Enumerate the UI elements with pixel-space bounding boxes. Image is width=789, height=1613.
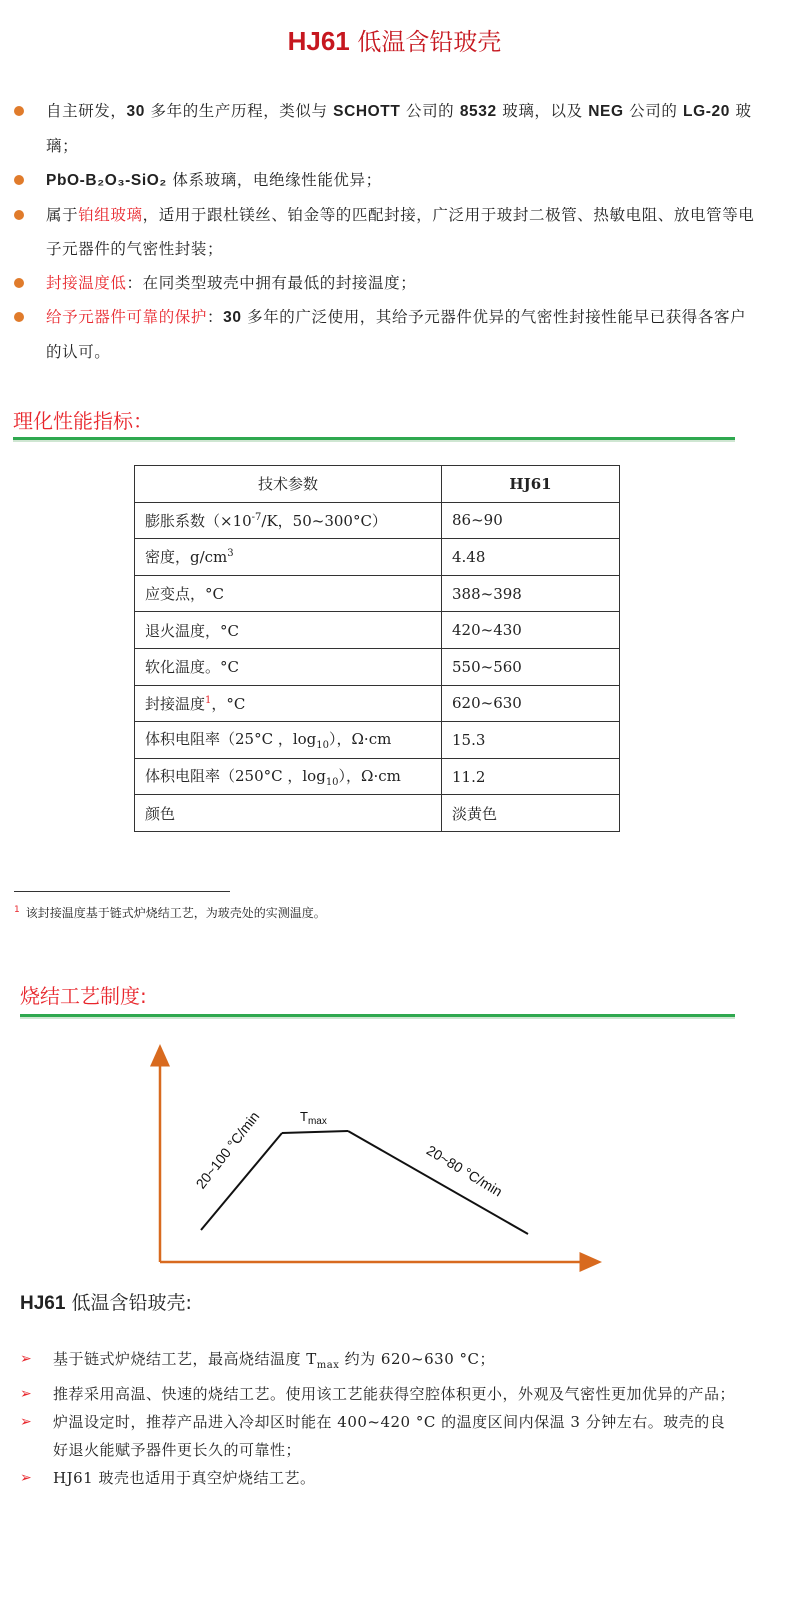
param-p1: 体积电阻率（250°C ，log <box>145 767 326 786</box>
cooling-rate-label: 20~80 °C/min <box>423 1141 506 1200</box>
param-sup: -7 <box>251 511 262 523</box>
feature-text: ：在同类型玻壳中拥有最低的封接温度； <box>126 274 417 292</box>
process-notes <box>20 1345 740 1492</box>
bullet-dot-icon <box>14 278 24 288</box>
feature-text: 30 <box>126 103 145 120</box>
highlight-text: 给予元器件可靠的保护 <box>46 308 208 326</box>
sintering-profile-chart <box>140 1040 620 1280</box>
footnote-text: 该封接温度基于链式炉烧结工艺，为玻壳处的实测温度。 <box>25 906 326 920</box>
arrow-bullet-icon: ➢ <box>20 1470 33 1486</box>
feature-item <box>14 300 760 369</box>
feature-text: 玻璃； <box>46 102 752 155</box>
feature-list <box>14 94 760 369</box>
section-title-properties: 理化性能指标： <box>13 409 153 433</box>
value-cell: 550~560 <box>442 648 620 685</box>
param-cell <box>135 758 442 795</box>
value-cell: 388~398 <box>442 575 620 612</box>
table-row <box>135 575 620 612</box>
arrow-bullet-icon: ➢ <box>20 1351 33 1367</box>
tmax-label: $T_{max}$ <box>300 1109 327 1127</box>
section-divider <box>13 437 735 440</box>
feature-text: 多年的广泛使用，其给予元器件优异的气密性封接性能早已获得各客户的认可。 <box>46 308 747 361</box>
heating-rate-label: 20~100 °C/min <box>192 1108 263 1192</box>
feature-text: 自主研发， <box>46 102 127 120</box>
param-p1: 膨胀系数（×10 <box>145 511 252 530</box>
param-cell <box>135 575 442 612</box>
param-sub: 10 <box>316 740 329 752</box>
param-cell <box>135 648 442 685</box>
section-title-sintering: 烧结工艺制度: <box>20 984 147 1008</box>
param-p1: 体积电阻率（25°C ，log <box>145 730 317 749</box>
arrow-bullet-icon: ➢ <box>20 1414 33 1430</box>
feature-item <box>14 198 760 266</box>
feature-text: NEG <box>588 103 624 120</box>
note-item <box>20 1345 740 1380</box>
note-item <box>20 1380 740 1408</box>
bullet-dot-icon <box>14 106 24 116</box>
table-row <box>135 685 620 722</box>
feature-text: 公司的 <box>623 102 684 120</box>
bullet-dot-icon <box>14 210 24 220</box>
param-p2: /K，50~300°C） <box>261 511 387 530</box>
highlight-text: 封接温度低 <box>46 274 127 292</box>
feature-text: SCHOTT <box>333 103 401 120</box>
note-item <box>20 1464 740 1492</box>
param-p1: 封接温度 <box>145 694 206 713</box>
param-cell <box>135 612 442 649</box>
page-title <box>0 22 789 57</box>
feature-item <box>14 94 760 163</box>
note-text: 推荐采用高温、快速的烧结工艺。使用该工艺能获得空腔体积更小，外观及气密性更加优异的产品； <box>53 1385 736 1403</box>
table-row <box>135 648 620 685</box>
subtitle-text: 低温含铅玻壳: <box>65 1292 192 1314</box>
title-text: 低温含铅玻壳 <box>357 28 502 56</box>
value-cell: 620~630 <box>442 685 620 722</box>
table-header-row <box>135 466 620 503</box>
param-p2: ，°C <box>211 694 246 713</box>
feature-text: 多年的生产历程，类似与 <box>144 102 334 120</box>
param-p1: 密度，g/cm <box>145 548 228 567</box>
table-row <box>135 758 620 795</box>
param-p1: 退火温度，°C <box>145 621 239 640</box>
hold-segment <box>282 1131 348 1133</box>
param-p3: ），Ω·cm <box>329 730 392 749</box>
note-text: HJ61 玻壳也适用于真空炉烧结工艺。 <box>53 1469 316 1487</box>
section-divider <box>20 1014 735 1017</box>
value-cell: 420~430 <box>442 612 620 649</box>
note-text: 基于链式炉烧结工艺，最高烧结温度 T <box>53 1350 317 1368</box>
feature-text: 体系玻璃，电绝缘性能优异； <box>166 171 382 189</box>
value-cell: 86~90 <box>442 502 620 539</box>
param-p3: ），Ω·cm <box>338 767 401 786</box>
feature-item <box>14 266 760 300</box>
product-subtitle <box>20 1288 192 1315</box>
feature-text: 玻璃，以及 <box>496 102 589 120</box>
note-text: 炉温设定时，推荐产品进入冷却区时能在 400~420 °C 的温度区间内保温 3 分钟左右。玻壳的良好退火能赋予器件更长久的可靠性； <box>53 1413 726 1459</box>
highlight-text: 铂组玻璃 <box>78 206 143 224</box>
spec-table <box>134 465 620 832</box>
param-cell <box>135 795 442 832</box>
param-cell <box>135 722 442 759</box>
note-text-tail: 约为 620~630 °C； <box>339 1350 495 1368</box>
param-sup: 3 <box>227 548 234 560</box>
param-cell <box>135 502 442 539</box>
param-p1: 应变点，°C <box>145 585 224 604</box>
note-item <box>20 1408 740 1464</box>
feature-text: ： <box>207 308 224 326</box>
param-cell <box>135 685 442 722</box>
arrow-bullet-icon: ➢ <box>20 1386 33 1402</box>
header-param: 技术参数 <box>135 466 442 503</box>
feature-text: 公司的 <box>400 102 460 120</box>
footnote-mark: 1 <box>14 905 20 915</box>
value-cell: 11.2 <box>442 758 620 795</box>
value-cell: 4.48 <box>442 539 620 576</box>
table-row <box>135 539 620 576</box>
feature-text: ，适用于跟杜镁丝、铂金等的匹配封接，广泛用于玻封二极管、热敏电阻、放电管等电子元器件的气密性封装； <box>46 206 755 258</box>
bullet-dot-icon <box>14 175 24 185</box>
value-cell: 15.3 <box>442 722 620 759</box>
feature-text: LG-20 <box>683 103 730 120</box>
param-cell <box>135 539 442 576</box>
feature-text: 8532 <box>459 103 497 120</box>
feature-text: 30 <box>223 309 242 326</box>
param-sup: 1 <box>205 694 212 706</box>
footnote-divider <box>14 891 230 892</box>
title-model: HJ61 <box>287 26 350 56</box>
table-row <box>135 502 620 539</box>
table-row <box>135 795 620 832</box>
param-p1: 颜色 <box>145 804 176 823</box>
heating-segment <box>201 1133 282 1230</box>
bullet-dot-icon <box>14 312 24 322</box>
table-row <box>135 612 620 649</box>
feature-item <box>14 163 760 198</box>
table-row <box>135 722 620 759</box>
subtitle-model: HJ61 <box>20 1293 66 1314</box>
feature-text: 属于 <box>46 206 79 224</box>
value-cell: 淡黄色 <box>442 795 620 832</box>
param-p1: 软化温度。°C <box>145 658 239 677</box>
param-sub: 10 <box>325 777 339 789</box>
note-subscript: max <box>316 1360 340 1371</box>
feature-text: PbO-B₂O₃-SiO₂ <box>46 172 167 189</box>
header-value: HJ61 <box>442 466 620 503</box>
footnote <box>14 904 326 921</box>
